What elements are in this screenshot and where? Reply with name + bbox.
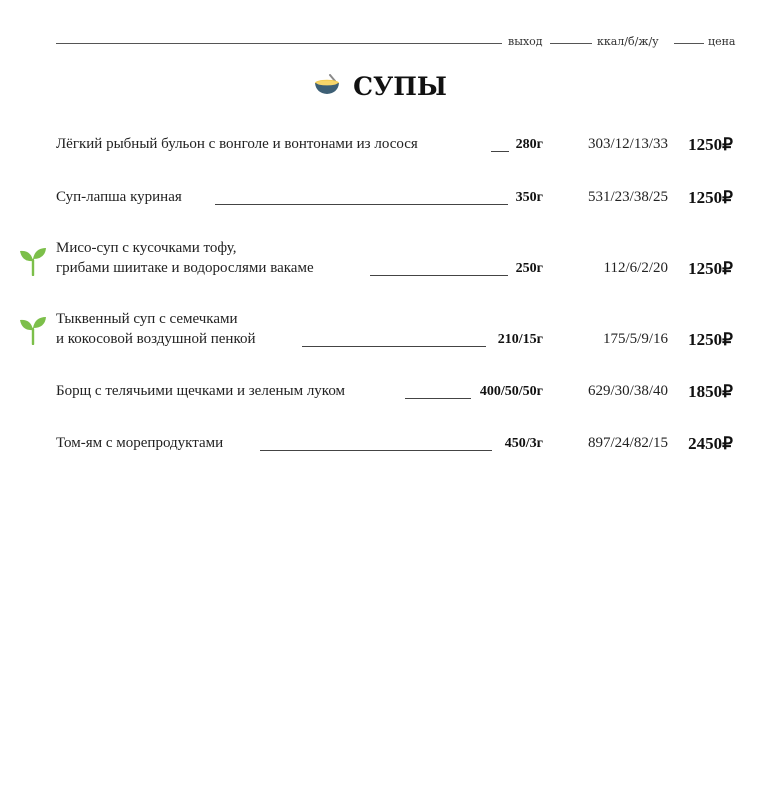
leader-line [370, 275, 508, 276]
column-header [56, 34, 736, 50]
item-weight: 210/15г [497, 332, 543, 347]
section-title-row [0, 72, 761, 101]
item-price: 1850₽ [688, 382, 733, 401]
leader-line [260, 450, 492, 451]
item-name: Тыквенный суп с семечками [56, 311, 238, 327]
item-price: 1250₽ [688, 259, 733, 278]
item-name: Том-ям с морепродуктами [56, 435, 224, 451]
item-nutrition: 112/6/2/20 [603, 260, 668, 276]
item-weight: 450/3г [504, 436, 543, 451]
item-price: 1250₽ [688, 135, 733, 154]
item-price: 1250₽ [688, 188, 733, 207]
section-title: СУПЫ [353, 72, 447, 101]
item-weight: 280г [515, 137, 543, 152]
leader-line [302, 346, 486, 347]
leader-line [215, 204, 508, 205]
item-name: Борщ с телячьими щечками и зеленым луком [56, 383, 346, 399]
header-rule [550, 43, 592, 44]
item-price: 1250₽ [688, 330, 733, 349]
item-nutrition: 629/30/38/40 [587, 383, 668, 399]
item-name-line-2: и кокосовой воздушной пенкой [56, 331, 256, 347]
item-weight: 350г [515, 190, 543, 205]
item-name-line-2: грибами шиитаке и водорослями вакаме [56, 260, 314, 276]
item-name: Мисо-суп с кусочками тофу, [56, 240, 237, 256]
header-yield-label: выход [508, 35, 543, 48]
item-name: Суп-лапша куриная [56, 189, 182, 205]
item-weight: 400/50/50г [479, 384, 543, 399]
header-rule [674, 43, 704, 44]
item-nutrition: 303/12/13/33 [587, 136, 668, 152]
header-nutrition-label: ккал/б/ж/у [597, 35, 659, 48]
sprout-leaf-icon [19, 246, 47, 280]
item-nutrition: 531/23/38/25 [587, 189, 668, 205]
leader-line [405, 398, 471, 399]
item-price: 2450₽ [688, 434, 733, 453]
header-price-label: цена [708, 35, 736, 48]
item-name: Лёгкий рыбный бульон с вонголе и вонтонами из лосося [56, 136, 418, 152]
sprout-leaf-icon [19, 315, 47, 349]
item-nutrition: 175/5/9/16 [602, 331, 668, 347]
leader-line [491, 151, 509, 152]
header-rule [56, 43, 502, 44]
item-weight: 250г [515, 261, 543, 276]
item-nutrition: 897/24/82/15 [587, 435, 668, 451]
soup-bowl-icon [314, 74, 340, 100]
